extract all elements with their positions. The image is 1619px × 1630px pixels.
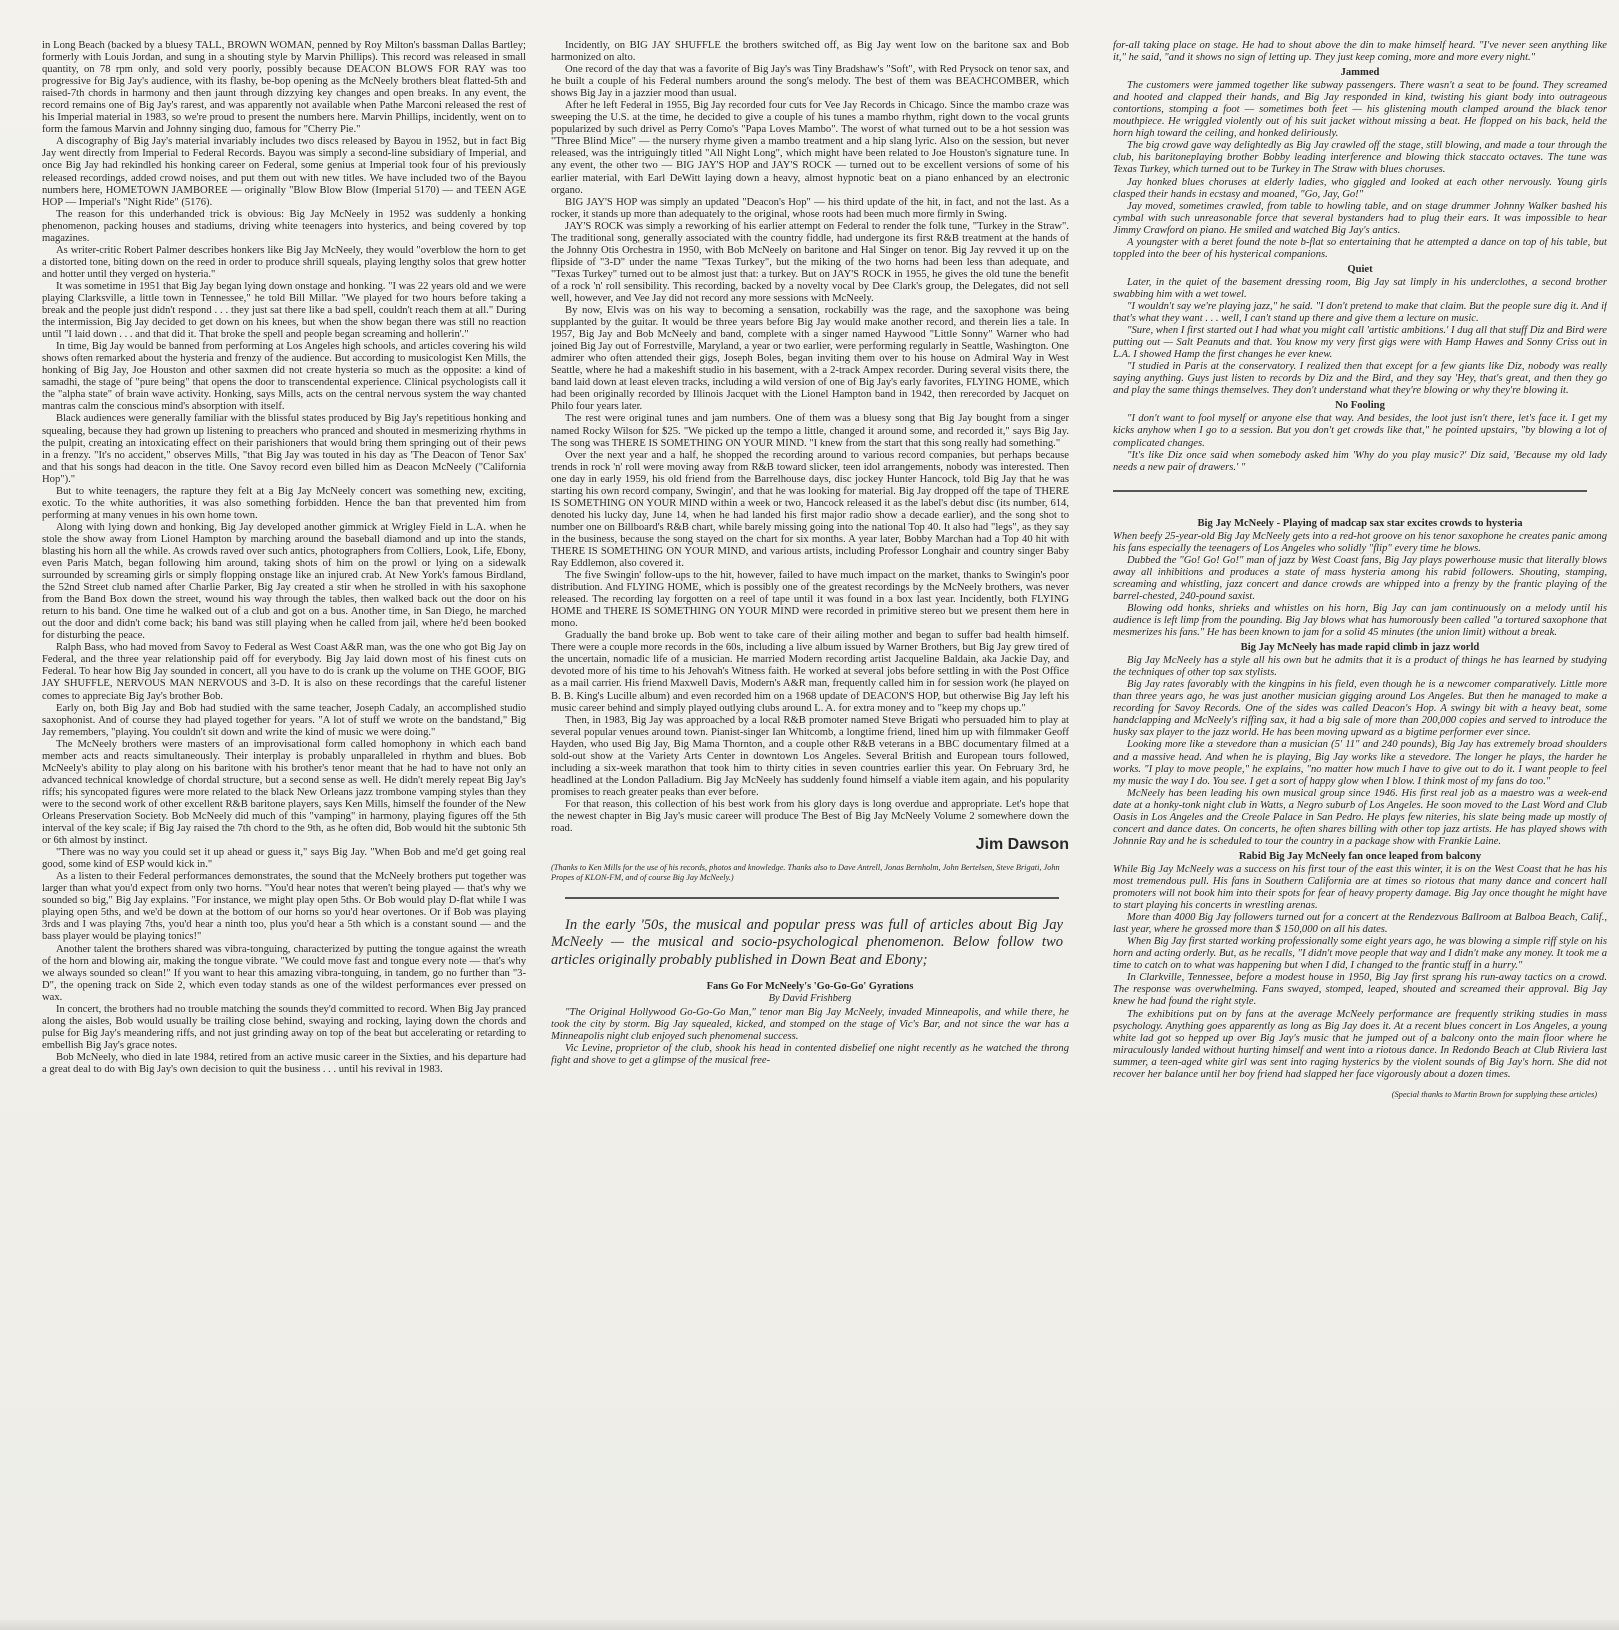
subheading-jammed: Jammed	[1340, 67, 1380, 79]
no-fooling-section	[1113, 413, 1607, 473]
paragraph: The exhibitions put on by fans at the average McNeely performance are frequently striking studies in mass psychology. Anything goes apparently as long as Big Jay does it. At a recent blues concert in Los Angeles, a young white lad got so hepped up over Big Jay's music that he jumped out of a balcony onto the main floor where he miraculously landed without hurting himself and went into a riotous dance. In Redondo Beach at Club Riviera last summer, a teen-aged white girl was sent into raging hysterics by the violent sounds of Big Jay's horn. She did not recover her balance until her boy friend had slapped her face vigorously about a dozen times.	[1113, 1008, 1607, 1080]
paragraph: Blowing odd honks, shrieks and whistles on his horn, Big Jay can jam continuously on a melody until his audience is left limp from the pounding. Big Jay blows what has humorously been called "a tortured saxophone that mesmerizes his fans." He has been known to jam for a solid 45 minutes (the union limit) without a break.	[1113, 602, 1607, 639]
rabid-section	[1113, 864, 1607, 1081]
paragraph: The rest were original tunes and jam numbers. One of them was a bluesy song that Big Jay bought from a singer named Rocky Wilson for $25. "We picked up the tempo a little, changed it around some, and recorded it," says Big Jay. The song was THERE IS SOMETHING ON YOUR MIND. "I knew from the start that this song really had something."	[551, 413, 1069, 449]
article-heading-climb: Big Jay McNeely has made rapid climb in jazz world	[1240, 642, 1480, 654]
paragraph: The big crowd gave way delightedly as Big Jay crawled off the stage, still blowing, and made a tour through the club, his baritoneplaying brother Bobby leading interference and blowing thick staccato octaves. The tune was Texas Turkey, which turned out to be Turkey in The Straw with blues choruses.	[1113, 140, 1607, 176]
paragraph: But to white teenagers, the rapture they felt at a Big Jay McNeely concert was something new, exciting, exotic. To the white authorities, it was also something forbidden. Hence the ban that prevented him from performing at many venues in his own home town.	[42, 485, 526, 521]
paragraph: Dubbed the "Go! Go! Go!" man of jazz by West Coast fans, Big Jay plays powerhouse music that literally blows away all inhibitions and produces a state of mass hysteria among his rabid followers. Shouting, stamping, screaming and whistling, jazz concert and dance crowds are whipped into a frenzy by the frantic playing of the barrel-chested, 240-pound saxist.	[1113, 554, 1607, 602]
paragraph: Later, in the quiet of the basement dressing room, Big Jay sat limply in his underclothes, a second brother swabbing him with a wet towel.	[1113, 276, 1607, 300]
paragraph: Then, in 1983, Big Jay was approached by a local R&B promoter named Steve Brigati who persuaded him to play at several popular venues around town. Pianist-singer Ian Whitcomb, a longtime friend, lined him up with filmmaker Geoff Hayden, who used Big Jay, Big Mama Thornton, and a couple other R&B veterans in a BBC documentary filmed at a sold-out show at the Variety Arts Center in downtown Los Angeles. Several British and European tours followed, including a six-week marathon that took him to thirty cities in seven countries earlier this year. On February 3rd, he headlined at the London Palladium. Big Jay McNeely has suddenly found himself a viable item again, and his popularity promises to reach greater peaks than ever before.	[551, 714, 1069, 798]
paragraph: JAY'S ROCK was simply a reworking of his earlier attempt on Federal to render the folk tune, "Turkey in the Straw". The traditional song, generally associated with the country fiddle, had undergone its first R&B treatment at the hands of the Johnny Otis Orchestra in 1950, with Bob McNeely on baritone and Hal Singer on tenor. Big Jay revved it up on the flipside of "3-D" under the name "Texas Turkey", but the miking of the two horns had been less than adequate, and "Texas Turkey" turned out to be almost just that: a turkey. But on JAY'S ROCK in 1955, he gives the old tune the benefit of a rock 'n' roll sensibility. This recording, backed by a novelty vocal by Dee Clark's group, the Delegates, did not sell well, however, and Vee Jay did not record any more sessions with McNeely.	[551, 220, 1069, 304]
paragraph: for-all taking place on stage. He had to shout above the din to make himself heard. "I've never seen anything like it," he said, "and it shows no sign of letting up. They just keep coming, more and more every night."	[1113, 40, 1607, 64]
paragraph: Big Jay rates favorably with the kingpins in his field, even though he is a newcomer comparatively. Little more than three years ago, he was just another musician gigging around Los Angeles. But then he managed to make a recording for Savoy Records. One of the sides was called Deacon's Hop. A swingy bit with a heavy beat, some handclapping and McNeely's riffing sax, it had a big sale of more than 200,000 copies and served to introduce the husky sax player to the jazz world. He has been moving upward as a bigtime performer ever since.	[1113, 679, 1607, 739]
paragraph: More than 4000 Big Jay followers turned out for a concert at the Rendezvous Ballroom at Balboa Beach, Calif., last year, where he grossed more than $ 150,000 on all his dates.	[1113, 912, 1607, 936]
column-right	[1113, 40, 1607, 1620]
paragraph: McNeely has been leading his own musical group since 1946. His first real job as a maestro was a week-end date at a honky-tonk night club in Watts, a Negro suburb of Los Angeles. He soon moved to the Last Word and Club Oasis in Los Angeles and the Creole Palace in San Pedro. He plays few niteries, his slate being made up mostly of concert and dance dates. On concerts, he often shares billing with other top jazz artists. He has played shows with Johnnie Ray and he is scheduled to tour the country in a package show with Frankie Laine.	[1113, 787, 1607, 847]
section-divider	[565, 897, 1059, 899]
paragraph: It was sometime in 1951 that Big Jay began lying down onstage and honking. "I was 22 years old and we were playing Clarksville, a little town in Tennessee," he told Bill Millar. "We played for two hours before taking a break and the people just didn't respond . . . they just sat there like a bad spell, couldn't reach them at all." During the intermission, Big Jay decided to get down on his knees, but when the show began there was still no reaction until "I laid down . . . and that did it. That broke the spell and people began screaming and hollerin'."	[42, 280, 526, 341]
paragraph: Black audiences were generally familiar with the blissful states produced by Big Jay's repetitious honking and squealing, because they had grown up listening to preachers who pranced and shouted in mesmerizing rhythms in the pulpit, creating an intoxicating effect on their parishioners that would bring them springing out of their pews in a frenzy. "It's no accident," observes Mills, "that Big Jay was touted in his day as 'The Deacon of Tenor Sax' and that his songs had deacon in the title. One Savoy record even billed him as Deacon McNeely ("California Hop")."	[42, 413, 526, 485]
thanks-note: (Special thanks to Martin Brown for supplying these articles)	[1391, 1089, 1597, 1099]
paragraph: BIG JAY'S HOP was simply an updated "Deacon's Hop" — his third update of the hit, in fact, and not the last. As a rocker, it stands up more than adequately to the original, whose roots had been much more firmly in Swing.	[551, 196, 1069, 220]
jammed-section	[1113, 80, 1607, 261]
paragraph: Incidently, on BIG JAY SHUFFLE the brothers switched off, as Big Jay went low on the baritone sax and Bob harmonized on alto.	[551, 40, 1069, 64]
paragraph: The McNeely brothers were masters of an improvisational form called homophony in which each band member acts and reacts simultaneously. Their interplay is probably unparalleled in rhythm and blues. Bob McNeely's ability to play along on his baritone with his brother's tenor meant that he had to have not only an advanced technical knowledge of chordal structure, but a second sense as well. He didn't merely repeat Big Jay's riffs; his syncopated figures were more related to the black New Orleans jazz trombone vamping styles than they were to the second work of other excellent R&B baritone players, says Ken Mills, himself the founder of the New Orleans Preservation Society. Bob McNeely did much of this "vamping" in harmony, playing figures off the 5th interval of the key scale; if Big Jay raised the 7th chord to the 9th, as he often did, Bob would hit the subtonic 5th or 6th almost by instinct.	[42, 738, 526, 847]
article-continued	[1113, 40, 1607, 64]
section-divider	[1113, 490, 1587, 492]
paragraph: Vic Levine, proprietor of the club, shook his head in contented disbelief one night recently as he watched the throng fight and shove to get a glimpse of the musical free-	[551, 1043, 1069, 1067]
paragraph: As a listen to their Federal performances demonstrates, the sound that the McNeely brothers put together was larger than what you'd expect from only two horns. "You'd hear notes that weren't being played — that's why we sounded so big," Big Jay explains. "For instance, we might play open 5ths. Or Bob would play D-flat while I was playing open 5ths, and we'd be down at the bottom of our horns so you'd hear overtones. Or if Bob was playing 3rds and I was playing 7ths, you'd hear a ninth too, plus you'd hear a 5th which is a constant sound — and the bass player would be playing tonics!"	[42, 871, 526, 943]
paragraph: Ralph Bass, who had moved from Savoy to Federal as West Coast A&R man, was the one who got Big Jay on Federal, and the three year relationship paid off for everybody. Big Jay laid down most of his finest cuts on Federal. To hear how Big Jay sounded in concert, all you have to do is crank up the volume on THE GOOF, BIG JAY SHUFFLE, NERVOUS MAN NERVOUS and 3-D. It is also on these recordings that the careful listener comes to appreciate Big Jay's brother Bob.	[42, 642, 526, 702]
paragraph: "The Original Hollywood Go-Go-Go Man," tenor man Big Jay McNeely, invaded Minneapolis, and while there, he took the city by storm. Big Jay squealed, kicked, and stomped on the stage of Vic's Bar, and not since the war has a Minneapolis night club enjoyed such phenomenal success.	[551, 1007, 1069, 1043]
paragraph: "Sure, when I first started out I had what you might call 'artistic ambitions.' I dug all that stuff Diz and Bird were putting out — Salt Peanuts and that. You know my very first gigs were with Hamp Hawes and Sonny Criss out in L.A. I showed Hamp the first changes he ever knew.	[1113, 325, 1607, 361]
article-title: Fans Go For McNeely's 'Go-Go-Go' Gyrations	[706, 981, 914, 993]
paragraph: By now, Elvis was on his way to becoming a sensation, rockabilly was the rage, and the saxophone was being supplanted by the guitar. It would be three years before Big Jay would make another record, and therein lies a tale. In 1957, Big Jay and Bob McNeely and band, complete with a singer named Haywood "Little Sonny" Warner who had joined Big Jay out of Forrestville, Maryland, a year or two earlier, were performing regularly in Seattle, Washington. One admirer who often attended their gigs, Joseph Boles, began inviting them over to his house on Admiral Way in West Seattle, where he had a makeshift studio in his basement, with a 2-track Ampex recorder. During several visits there, the band laid down at least eleven tracks, including a wild version of one of Big Jay's early favorites, FLYING HOME, which had been originally recorded by Illinois Jacquet with the Lionel Hampton band in 1942, then rerecorded by Jacquet on Philo four years later.	[551, 305, 1069, 413]
paragraph: For that reason, this collection of his best work from his glory days is long overdue and appropriate. Let's hope that the newest chapter in Big Jay's music career will produce The Best of Big Jay McNeely Volume 2 somewhere down the road.	[551, 798, 1069, 835]
article-byline: By David Frishberg	[768, 993, 852, 1005]
subheading-quiet: Quiet	[1347, 263, 1373, 275]
paragraph: "I don't want to fool myself or anyone else that way. And besides, the loot just isn't there, let's face it. I get my kicks anyhow when I go to a session. But you don't get crowds like that," he pointed upstairs, "by blowing a lot of complicated changes.	[1113, 413, 1607, 449]
paragraph: After he left Federal in 1955, Big Jay recorded four cuts for Vee Jay Records in Chicago. Since the mambo craze was sweeping the U.S. at the time, he decided to give a couple of his tunes a mambo rhythm, right down to the vocal grunts popularized by such drivel as Perry Como's "Papa Loves Mambo". The worst of what turned out to be a hot session was "Three Blind Mice" — the nursery rhyme given a mambo treatment and a hip slang lyric. Also on the session, but never released, was the intriguingly titled "All Night Long", which might have been related to Joe Houston's signature tune. In any event, the other two — BIG JAY'S HOP and JAY'S ROCK — turned out to be excellent versions of some of his earlier material, with Earl DeWitt laying down a heavy, almost hypnotic beat on a piano enhanced by an electronic organo.	[551, 100, 1069, 196]
article-heading-rabid: Rabid Big Jay McNeely fan once leaped from balcony	[1238, 850, 1482, 862]
paragraph: "I wouldn't say we're playing jazz," he said. "I don't pretend to make that claim. But the people sure dig it. And if that's what they want . . . well, I can't stand up there and give them a lecture on music.	[1113, 300, 1607, 325]
paragraph: In concert, the brothers had no trouble matching the sounds they'd committed to record. When Big Jay pranced along the aisles, Bob would usually be trailing close behind, swaying and rocking, laying down the chords and pulse for Big Jay's meandering riffs, and not just grinding away on top of the beat but accelerating or retarding to embellish Big Jay's grace notes.	[42, 1003, 526, 1051]
subheading-no-fooling: No Fooling	[1335, 400, 1385, 412]
paragraph: A youngster with a beret found the note b-flat so entertaining that he attempted a dance on top of his table, but toppled into the beer of his hysterical companions.	[1113, 236, 1607, 260]
paragraph: Along with lying down and honking, Big Jay developed another gimmick at Wrigley Field in L.A. when he stole the show away from Lionel Hampton by marching around the baseball diamond and up into the stands, blasting his horn all the while. As crowds raved over such antics, photographers from Colliers, Look, Life, Ebony, even Paris Match, began following him around, taking shots of him on the prowl or lying on a sidewalk surrounded by screaming girls or simply flopping onstage like an injured crab. At New York's famous Birdland, the 52nd Street club named after Charlie Parker, Big Jay created a stir when he strolled in with his saxophone from the Band Box down the street, wound his way through the tables, then walked back out the door on his return to his band. One time he walked out of a club and got on a bus. Another time, in San Diego, he marched out the door and didn't come back; his band was still playing when he called from jail, where he'd been booked for disturbing the peace.	[42, 521, 526, 642]
col2-paragraphs	[551, 40, 1069, 835]
paragraph: Big Jay McNeely has a style all his own but he admits that it is a product of things he has learned by studying the techniques of other top sax stylists.	[1113, 655, 1607, 679]
paragraph: in Long Beach (backed by a bluesy TALL, BROWN WOMAN, penned by Roy Milton's bassman Dallas Bartley; formerly with Louis Jordan, and sung in a shouting style by Marvin Phillips). This record was released in small quantity, on 78 rpm only, and sold very poorly, possibly because DEACON BLOWS FOR RAY was too progressive for Big Jay's audience, with its flashy, be-bop opening as the McNeely brothers bleat flatted-5th and raised-7th chords in harmony and then jaunt through dizzying key changes and open breaks. In any event, the record remains one of Big Jay's rarest, and was apparently not available when Pathe Marconi released the rest of his Imperial material in 1983, so we're proud to present the numbers here. Marvin Phillips, incidently, went on to form the famous Marvin and Johnny singing duo, famous for "Cherry Pie."	[42, 40, 526, 136]
paragraph: When Big Jay first started working professionally some eight years ago, he was blowing a simple riff style on his horn and acting orderly. But, as he recalls, "I didn't move people that way and I didn't make any money. It took me a time to catch on to what was happening but when I did, I changed to the frantic stuff in a hurry."	[1113, 936, 1607, 972]
intro-paragraph: In the early '50s, the musical and popular press was full of articles about Big Jay McNeely — the musical and socio-psychological phenomenon. Below follow two articles originally probably published in Down Beat and Ebony;	[551, 917, 1063, 968]
paragraph: In time, Big Jay would be banned from performing at Los Angeles high schools, and articles covering his wild shows often remarked about the hysteria and frenzy of the audience. But according to musicologist Ken Mills, the honking of Big Jay, Joe Houston and other saxmen did not create hysteria so much as the opposite: a kind of samadhi, the stage of "pure being" that opens the door to transcendental experience. Clinical psychologists call it the "alpha state" of brain wave activity. Honking, says Mills, acts on the central nervous system the way chanted mantras calm the conscious mind's absorption with itself.	[42, 341, 526, 413]
playing-section	[1113, 531, 1607, 639]
paragraph: When beefy 25-year-old Big Jay McNeely gets into a red-hot groove on his tenor saxophone he creates panic among his fans especially the teenagers of Los Angeles who solidly "flip" every time he blows.	[1113, 530, 1607, 554]
paragraph: One record of the day that was a favorite of Big Jay's was Tiny Bradshaw's "Soft", with Red Prysock on tenor sax, and he built a couple of his Federal numbers around the song's melody. The best of them was BEACHCOMBER, which shows Big Jay in a jazzier mood than usual.	[551, 64, 1069, 100]
article-paragraphs	[551, 1007, 1069, 1067]
paragraph: "There was no way you could set it up ahead or guess it," says Big Jay. "When Bob and me'd get going real good, some kind of ESP would kick in."	[42, 847, 526, 871]
paragraph: Jay moved, sometimes crawled, from table to howling table, and on stage drummer Johnny Walker bashed his cymbal with such unreasonable force that several bystanders had to plug their ears. It was impossible to hear Jimmy Crawford on piano. He smiled and watched Big Jay's antics.	[1113, 200, 1607, 236]
paragraph: Gradually the band broke up. Bob went to take care of their ailing mother and began to suffer bad health himself. There were a couple more records in the 60s, including a live album issued by Warner Brothers, but Big Jay grew tired of the uncertain, nomadic life of a musician. He married Modern recording artist Jacqueline Baldain, aka Jackie Day, and devoted more of his time to his Jehovah's Witness faith. He worked at several jobs before settling in with the Post Office as a mail carrier. His friend Maxwell Davis, Modern's A&R man, frequently called him in for session work (he played on B. B. King's Lucille album) and even recorded him on a 1968 update of DEACON'S HOP, but otherwise Big Jay left his music career behind and simply played outlying clubs around L. A. for extra money and to "keep my chops up."	[551, 630, 1069, 714]
credits-note: (Thanks to Ken Mills for the use of his records, photos and knowledge. Thanks also to Dave Antrell, Jonas Bernholm, John Bertelsen, Steve Brigati, John Propes of KLON-FM, and of course Big Jay McNeely.)	[551, 863, 1060, 883]
col1-paragraphs	[42, 40, 526, 1076]
author-signature: Jim Dawson	[975, 836, 1069, 854]
paragraph: In Clarkville, Tennessee, before a modest house in 1950, Big Jay first sprang his run-away tactics on a crowd. The response was overwhelming. Fans swayed, stomped, leaped, shouted and screamed their approval. Big Jay knew he had found the right style.	[1113, 972, 1607, 1008]
column-left	[42, 40, 526, 1610]
paragraph: Over the next year and a half, he shopped the recording around to various record companies, but perhaps because trends in rock 'n' roll were moving away from R&B toward slicker, teen idol arrangements, nobody was interested. Then one day in early 1959, his old friend from the Barrelhouse days, disc jockey Hunter Hancock, told Big Jay that he was starting his own record company, Swingin', and that he was looking for material. Big Jay dropped off the tape of THERE IS SOMETHING ON YOUR MIND within a week or two, Hancock released it as the label's debut disc (its number, 614, denoted his lucky day, June 14, when he had landed his first major radio show a decade earlier), and the song shot to number one on Billboard's R&B chart, while barely missing going into the national Top 40. It also had "legs", as they say in the business, because the song stayed on the chart for six months. A year later, Bobby Marchan had a Top 40 hit with THERE IS SOMETHING ON YOUR MIND, and various artists, including Professor Longhair and country singer Baby Ray Eddlemon, also covered it.	[551, 449, 1069, 570]
paragraph: A discography of Big Jay's material invariably includes two discs released by Bayou in 1952, but in fact Big Jay went directly from Imperial to Federal Records. Bayou was simply a second-line subsidiary of Imperial, and once Big Jay had rekindled his honking career on Federal, some genius at Imperial took four of his previously released recordings, added crowd noises, and put them out with new titles. We have included two of the Bayou numbers here, HOMETOWN JAMBOREE — originally "Blow Blow Blow (Imperial 5170) — and TEEN AGE HOP — Imperial's "Night Ride" (5176).	[42, 136, 526, 208]
paragraph: Bob McNeely, who died in late 1984, retired from an active music career in the Sixties, and his departure had a great deal to do with Big Jay's own decision to quit the business . . . until his revival in 1983.	[42, 1051, 526, 1075]
paragraph: The five Swingin' follow-ups to the hit, however, failed to have much impact on the market, thanks to Swingin's poor distribution. And FLYING HOME, which is possibly one of the greatest recordings by the McNeely brothers, was never released. The recording lay forgotten on a reel of tape until it was found in a box last year. Incidently, both FLYING HOME and THERE IS SOMETHING ON YOUR MIND were recorded in primitive stereo but we present them here in mono.	[551, 570, 1069, 630]
paragraph: "It's like Diz once said when somebody asked him 'Why do you play music?' Diz said, 'Because my old lady needs a new pair of drawers.' "	[1113, 449, 1607, 473]
paragraph: Jay honked blues choruses at elderly ladies, who giggled and looked at each other nervously. Young girls clasped their hands in ecstasy and moaned, "Go, Jay, Go!"	[1113, 176, 1607, 200]
article-heading-playing: Big Jay McNeely - Playing of madcap sax star excites crowds to hysteria	[1197, 517, 1523, 529]
climb-section	[1113, 655, 1607, 848]
paragraph: The reason for this underhanded trick is obvious: Big Jay McNeely in 1952 was suddenly a honking phenomenon, packing houses and stadiums, driving white teenagers into hysterics, and being covered by top magazines.	[42, 208, 526, 244]
paragraph: Early on, both Big Jay and Bob had studied with the same teacher, Joseph Cadaly, an accomplished studio saxophonist. And of course they had played together for years. "A lot of stuff we wrote on the bandstand," Big Jay remembers, "playing. You couldn't sit down and write the kind of music we were doing."	[42, 702, 526, 738]
quiet-section	[1113, 277, 1607, 397]
paragraph: As writer-critic Robert Palmer describes honkers like Big Jay McNeely, they would "overblow the horn to get a distorted tone, biting down on the reed in order to produce shrill squeals, playing lengthy solos that grew hotter and hotter until they verged on hysteria."	[42, 244, 526, 280]
page-bottom-edge	[0, 1620, 1619, 1630]
paragraph: "I studied in Paris at the conservatory. I realized then that except for a few giants like Diz, nobody was really saying anything. Guys just listen to records by Diz and the Bird, and they say 'Hey, that's great, and then they go and play the same things themselves. They don't understand what they're blowing or why they're blowing it.	[1113, 361, 1607, 397]
paragraph: While Big Jay McNeely was a success on his first tour of the east this winter, it is on the West Coast that he has his most tremendous pull. His fans in Southern California are at times so riotous that many dance and concert hall promoters will not book him into their spots for fear of heavy property damage. Big Jay once thought he might have to start playing his concerts in wrestling arenas.	[1113, 863, 1607, 912]
paragraph: Another talent the brothers shared was vibra-tonguing, characterized by putting the tongue against the wreath of the horn and blowing air, making the tongue vibrate. "We could move fast and tongue every note — that's why we always sounded so clean!" If you want to hear this amazing vibra-tonguing, in tandem, go no further than "3-D", the opening track on Side 2, which even today stands as one of the wildest performances ever pressed on wax.	[42, 943, 526, 1003]
paragraph: The customers were jammed together like subway passengers. There wasn't a seat to be found. They screamed and hooted and clapped their hands, and Big Jay responded in kind, twisting his giant body into outrageous contortions, stomping a foot — sometimes both feet — his glistening mouth clamped around the black tenor mouthpiece. He wriggled violently out of his suit jacket without missing a beat. He flopped on his back, held the horn high toward the ceiling, and honked deliriously.	[1113, 80, 1607, 140]
column-middle	[551, 40, 1069, 1615]
paragraph: Looking more like a stevedore than a musician (5' 11" and 240 pounds), Big Jay has extremely broad shoulders and a massive head. And when he is playing, Big Jay works like a stevedore. The longer he plays, the harder he works. "I play to move people," he explains, "no matter how much I have to give out to do it. I want people to feel my music the way I do. You see. I get a sort of happy glow when I blow. I think most of my fans do too."	[1113, 739, 1607, 787]
